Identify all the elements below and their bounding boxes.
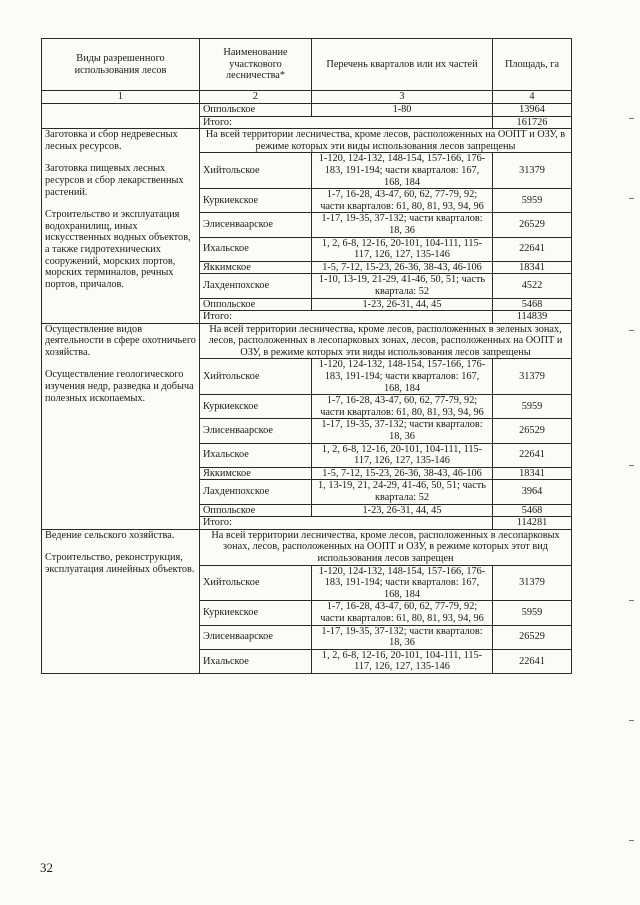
district-name: Куркиекское [200,189,312,213]
area-value: 5959 [493,395,572,419]
area-value: 22641 [493,649,572,673]
district-name: Элисенваарское [200,625,312,649]
area-value: 22641 [493,443,572,467]
header-area: Площадь, га [493,39,572,91]
district-name: Яккимское [200,467,312,480]
quarters-list: 1, 2, 6-8, 12-16, 20-101, 104-111, 115-117, 126, 127, 135-146 [312,443,493,467]
margin-mark [629,465,634,466]
use-types-cell [42,129,200,324]
group-note-row [42,129,572,153]
district-name: Оппольское [200,104,312,117]
use-types-cell [42,529,200,673]
district-name: Хийтольское [200,359,312,395]
quarters-list: 1-7, 16-28, 43-47, 60, 62, 77-79, 92; части кварталов: 61, 80, 81, 93, 94, 96 [312,189,493,213]
header-district-name: Наименование участкового лесничества* [200,39,312,91]
area-value: 18341 [493,261,572,274]
use-type-text: Заготовка и сбор недревесных лесных ресурсов. [45,129,178,152]
area-value: 5468 [493,504,572,517]
table-header-row [42,39,572,91]
area-value: 26529 [493,625,572,649]
quarters-list: 1-120, 124-132, 148-154, 157-166, 176-183, 191-194; части кварталов: 167, 168, 184 [312,359,493,395]
total-value: 161726 [493,116,572,129]
quarters-list: 1-17, 19-35, 37-132; части кварталов: 18, 36 [312,419,493,443]
use-type-text: Осуществление геологического изучения недр, разведка и добыча полезных ископаемых. [45,369,194,404]
use-types-cell [42,104,200,129]
area-value: 26529 [493,213,572,237]
quarters-list: 1-23, 26-31, 44, 45 [312,504,493,517]
margin-mark [629,118,634,119]
district-name: Ихальское [200,237,312,261]
quarters-list: 1-120, 124-132, 148-154, 157-166, 176-183, 191-194; части кварталов: 167, 168, 184 [312,565,493,601]
quarters-list: 1-7, 16-28, 43-47, 60, 62, 77-79, 92; части кварталов: 61, 80, 81, 93, 94, 96 [312,601,493,625]
column-number: 1 [42,91,200,104]
use-type-text: Осуществление видов деятельности в сфере охотничьего хозяйства. [45,323,196,358]
page-number: 32 [40,860,53,875]
use-type-text: Строительство, реконструкция, эксплуатация линейных объектов. [45,552,195,575]
usage-restriction-note: На всей территории лесничества, кроме лесов, расположенных в зеленых зонах, лесов, расположенных в лесопарковых зонах, лесов, расположенных на ООПТ и ОЗУ, в режиме которых эти виды использования лесов запрещены [200,323,572,359]
total-value: 114281 [493,517,572,530]
usage-restriction-note: На всей территории лесничества, кроме лесов, расположенных в лесопарковых зонах, лесов, расположенных на ООПТ и ОЗУ, в режиме которых этот вид использования лесов запрещен [200,529,572,565]
use-type-text: Заготовка пищевых лесных ресурсов и сбор лекарственных растений. [45,163,184,198]
total-label: Итого: [200,116,493,129]
column-number: 3 [312,91,493,104]
margin-mark [629,840,634,841]
table-body [42,104,572,674]
margin-mark [629,720,634,721]
quarters-list: 1-17, 19-35, 37-132; части кварталов: 18, 36 [312,625,493,649]
group-note-row [42,323,572,359]
area-value: 31379 [493,565,572,601]
column-number-row [42,91,572,104]
total-label: Итого: [200,517,493,530]
quarters-list: 1, 13-19, 21, 24-29, 41-46, 50, 51; часть квартала: 52 [312,480,493,504]
margin-mark [629,330,634,331]
use-type-text: Строительство и эксплуатация водохранилищ, иных искусственных водных объектов, а также гидротехнических сооружений, морских портов, морских терминалов, речных портов, причалов. [45,209,191,290]
area-value: 22641 [493,237,572,261]
area-value: 31379 [493,153,572,189]
header-quarters-list: Перечень кварталов или их частей [312,39,493,91]
district-name: Ихальское [200,443,312,467]
area-value: 5959 [493,189,572,213]
area-value: 26529 [493,419,572,443]
quarters-list: 1-7, 16-28, 43-47, 60, 62, 77-79, 92; части кварталов: 61, 80, 81, 93, 94, 96 [312,395,493,419]
margin-mark [629,198,634,199]
total-value: 114839 [493,311,572,324]
area-value: 31379 [493,359,572,395]
district-name: Оппольское [200,298,312,311]
district-name: Элисенваарское [200,419,312,443]
district-name: Элисенваарское [200,213,312,237]
header-use-types: Виды разрешенного использования лесов [42,39,200,91]
district-name: Лахденпохское [200,480,312,504]
area-value: 5468 [493,298,572,311]
district-name: Хийтольское [200,565,312,601]
area-value: 3964 [493,480,572,504]
group-note-row [42,529,572,565]
district-name: Хийтольское [200,153,312,189]
district-name: Куркиекское [200,601,312,625]
quarters-list: 1-23, 26-31, 44, 45 [312,298,493,311]
district-name: Яккимское [200,261,312,274]
quarters-list: 1, 2, 6-8, 12-16, 20-101, 104-111, 115-117, 126, 127, 135-146 [312,237,493,261]
margin-mark [629,600,634,601]
district-name: Куркиекское [200,395,312,419]
use-type-text: Ведение сельского хозяйства. [45,529,175,541]
quarters-list: 1-17, 19-35, 37-132; части кварталов: 18, 36 [312,213,493,237]
column-number: 4 [493,91,572,104]
quarters-list: 1, 2, 6-8, 12-16, 20-101, 104-111, 115-117, 126, 127, 135-146 [312,649,493,673]
table-row [42,104,572,117]
quarters-list: 1-10, 13-19, 21-29, 41-46, 50, 51; часть квартала: 52 [312,274,493,298]
quarters-list: 1-5, 7-12, 15-23, 26-36, 38-43, 46-106 [312,261,493,274]
total-label: Итого: [200,311,493,324]
quarters-list: 1-5, 7-12, 15-23, 26-36, 38-43, 46-106 [312,467,493,480]
area-value: 18341 [493,467,572,480]
column-number: 2 [200,91,312,104]
forest-use-table [41,38,572,674]
area-value: 5959 [493,601,572,625]
quarters-list: 1-120, 124-132, 148-154, 157-166, 176-183, 191-194; части кварталов: 167, 168, 184 [312,153,493,189]
district-name: Ихальское [200,649,312,673]
area-value: 13964 [493,104,572,117]
quarters-list: 1-80 [312,104,493,117]
area-value: 4522 [493,274,572,298]
use-types-cell [42,323,200,529]
district-name: Оппольское [200,504,312,517]
usage-restriction-note: На всей территории лесничества, кроме лесов, расположенных на ООПТ и ОЗУ, в режиме которых эти виды использования лесов запрещены [200,129,572,153]
district-name: Лахденпохское [200,274,312,298]
